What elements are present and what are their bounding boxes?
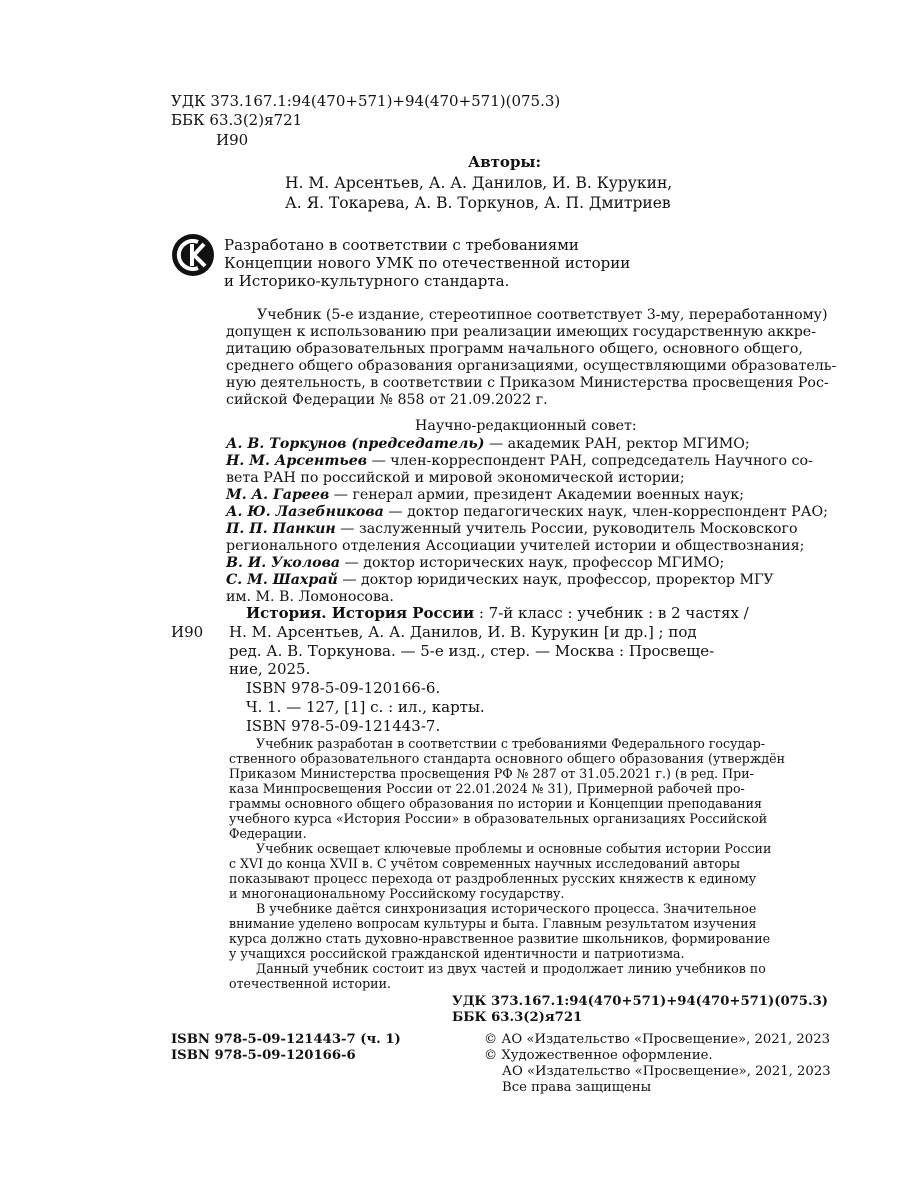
authors-line-1: Н. М. Арсентьев, А. А. Данилов, И. В. Курукин, <box>285 174 673 192</box>
member-name: П. П. Панкин <box>226 521 336 537</box>
council-member <box>226 521 804 555</box>
member-name: М. А. Гареев <box>226 487 330 503</box>
annotation-line: граммы основного общего образования по истории и Концепции преподавания <box>229 796 762 811</box>
council-member <box>226 572 774 606</box>
member-name: А. В. Торкунов (председатель) <box>226 436 485 452</box>
rights-reserved: Все права защищены <box>502 1080 652 1095</box>
annotation-line: Федерации. <box>229 826 307 841</box>
approval-line: допущен к использованию при реализации имеющих государственную аккре- <box>226 324 817 340</box>
catalog-line: ред. А. В. Торкунова. — 5-е изд., стер. — Москва : Просвеще- <box>229 642 715 660</box>
catalog-line: Н. М. Арсентьев, А. А. Данилов, И. В. Курукин [и др.] ; под <box>229 623 697 641</box>
footer-udk: УДК 373.167.1:94(470+571)+94(470+571)(075.3) <box>452 994 828 1009</box>
annotation-line: Данный учебник состоит из двух частей и продолжает линию учебников по <box>256 961 766 976</box>
approval-line: дитацию образовательных программ начального общего, основного общего, <box>226 341 803 357</box>
annotation-line: учебного курса «История России» в образовательных организациях Российской <box>229 811 768 826</box>
footer-bbk: ББК 63.3(2)я721 <box>452 1010 583 1025</box>
member-role: — заслуженный учитель России, руководитель Московского <box>335 521 798 537</box>
member-role-continuation: регионального отделения Ассоциации учителей истории и обществознания; <box>226 538 805 554</box>
member-role-continuation: им. М. В. Ломоносова. <box>226 589 394 605</box>
member-name: Н. М. Арсентьев <box>226 453 368 469</box>
member-role: — доктор исторических наук, профессор МГИМО; <box>340 555 725 571</box>
member-role-continuation: вета РАН по российской и мировой экономической истории; <box>226 470 685 486</box>
footer-isbn-part: ISBN 978-5-09-121443-7 (ч. 1) <box>171 1032 401 1047</box>
copyright-design: © Художественное оформление. <box>484 1048 713 1063</box>
annotation-line: курса должно стать духовно-нравственное развитие школьников, формирование <box>229 931 771 946</box>
catalog-title-line <box>246 604 749 623</box>
conformity-line-3: и Историко-культурного стандарта. <box>224 272 510 290</box>
catalog-title: История. История России <box>246 604 475 622</box>
conformity-line-2: Концепции нового УМК по отечественной истории <box>224 254 631 272</box>
authors-line-2: А. Я. Токарева, А. В. Торкунов, А. П. Дмитриев <box>285 194 671 212</box>
catalog-line: ние, 2025. <box>229 660 311 678</box>
approval-line: среднего общего образования организациями, осуществляющими образователь- <box>226 358 837 374</box>
annotation-line: ственного образовательного стандарта основного общего образования (утверждён <box>229 751 786 766</box>
footer-isbn-full: ISBN 978-5-09-120166-6 <box>171 1048 356 1063</box>
member-role: — доктор педагогических наук, член-корреспондент РАО; <box>383 504 828 520</box>
council-member <box>226 504 828 521</box>
authors-heading: Авторы: <box>468 153 542 171</box>
udk-code: УДК 373.167.1:94(470+571)+94(470+571)(075.3) <box>171 92 561 110</box>
annotation-line: Учебник освещает ключевые проблемы и основные события истории России <box>256 841 772 856</box>
author-mark: И90 <box>216 131 249 149</box>
approval-line: ную деятельность, в соответствии с Приказом Министерства просвещения Рос- <box>226 375 829 391</box>
annotation-line: отечественной истории. <box>229 976 391 991</box>
catalog-isbn-full: ISBN 978-5-09-120166-6. <box>246 679 441 697</box>
approval-line: Учебник (5-е издание, стереотипное соответствует 3-му, переработанному) <box>257 307 828 323</box>
catalog-part: Ч. 1. — 127, [1] с. : ил., карты. <box>246 698 485 716</box>
member-role: — член-корреспондент РАН, сопредседатель Научного со- <box>367 453 813 469</box>
bbk-code: ББК 63.3(2)я721 <box>171 111 303 129</box>
approval-line: сийской Федерации № 858 от 21.09.2022 г. <box>226 392 548 408</box>
annotation-line: Учебник разработан в соответствии с требованиями Федерального государ- <box>256 736 766 751</box>
member-role: — генерал армии, президент Академии военных наук; <box>329 487 745 503</box>
council-member <box>226 436 750 453</box>
annotation-line: у учащихся российской гражданской идентичности и патриотизма. <box>229 946 685 961</box>
member-name: С. М. Шахрай <box>226 572 338 588</box>
annotation-line: В учебнике даётся синхронизация исторического процесса. Значительное <box>256 901 757 916</box>
annotation-line: показывают процесс перехода от раздробленных русских княжеств к единому <box>229 871 757 886</box>
council-member <box>226 555 724 572</box>
member-name: В. И. Уколова <box>226 555 341 571</box>
member-role: — академик РАН, ректор МГИМО; <box>484 436 750 452</box>
copyright-publisher: © АО «Издательство «Просвещение», 2021, 2023 <box>484 1032 830 1047</box>
council-member <box>226 453 813 487</box>
catalog-title-rest: : 7-й класс : учебник : в 2 частях / <box>474 604 749 622</box>
annotation-line: Приказом Министерства просвещения РФ № 287 от 31.05.2021 г.) (в ред. При- <box>229 766 754 781</box>
catalog-isbn-part: ISBN 978-5-09-121443-7. <box>246 717 441 735</box>
annotation-line: с XVI до конца XVII в. С учётом современных научных исследований авторы <box>229 856 741 871</box>
member-role: — доктор юридических наук, профессор, проректор МГУ <box>337 572 774 588</box>
annotation-line: внимание уделено вопросам культуры и быта. Главным результатом изучения <box>229 916 757 931</box>
annotation-line: каза Минпросвещения России от 22.01.2024 № 31), Примерной рабочей про- <box>229 781 745 796</box>
catalog-code: И90 <box>171 623 204 641</box>
council-heading: Научно-редакционный совет: <box>415 418 637 434</box>
council-member <box>226 487 744 504</box>
annotation-line: и многонациональному Российскому государству. <box>229 886 565 901</box>
ik-logo-icon <box>171 233 215 277</box>
copyright-design-publisher: АО «Издательство «Просвещение», 2021, 2023 <box>502 1064 831 1079</box>
conformity-line-1: Разработано в соответствии с требованиями <box>224 236 579 254</box>
member-name: А. Ю. Лазебникова <box>226 504 384 520</box>
